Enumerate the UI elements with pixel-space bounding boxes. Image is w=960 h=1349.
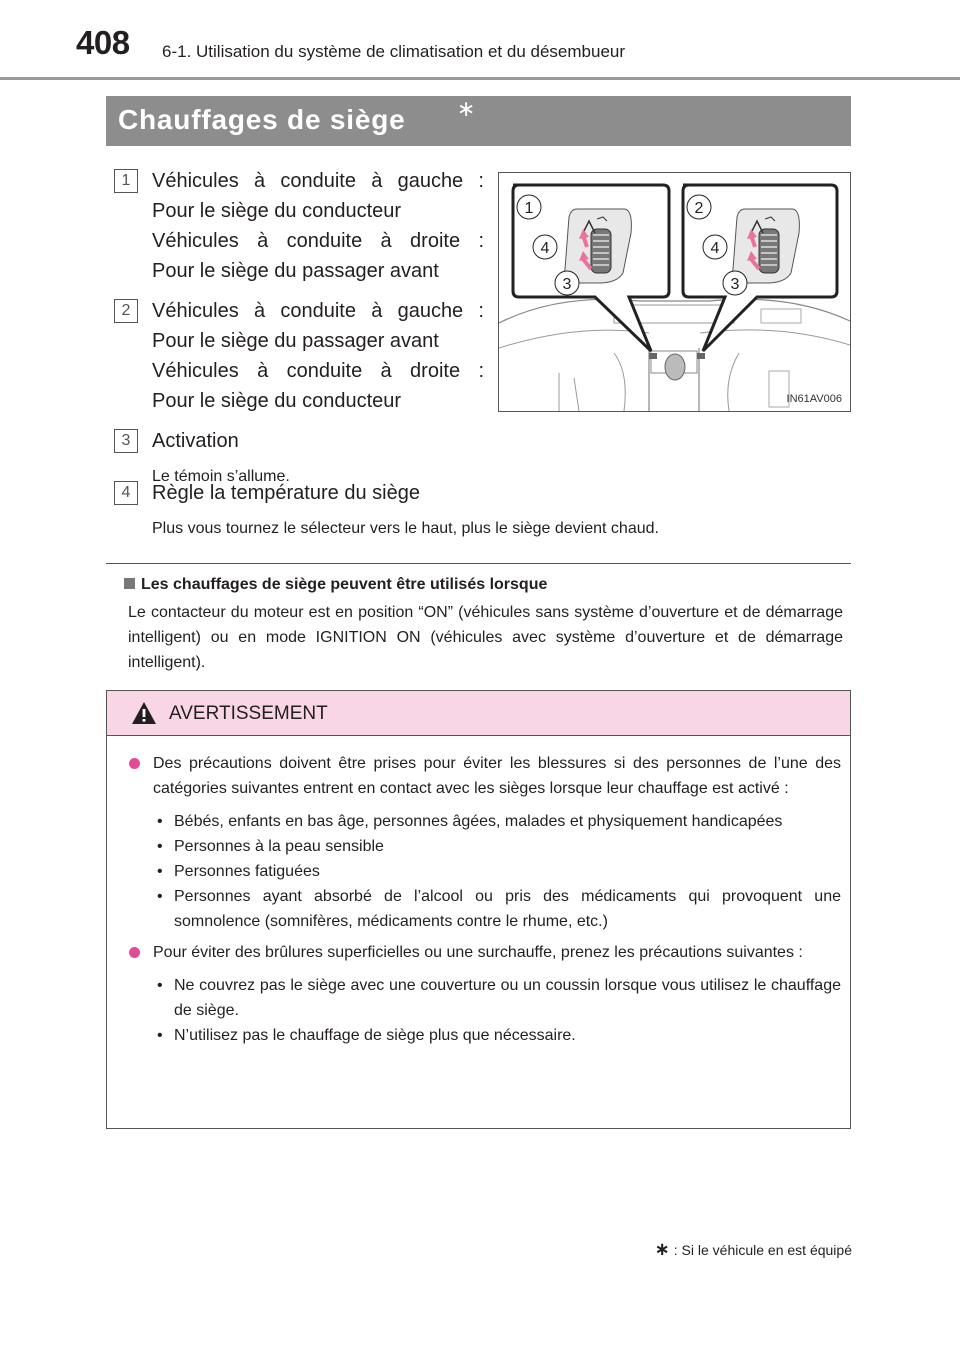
item-text: Véhicules à conduite à droite : — [152, 230, 484, 252]
warning-text: Pour éviter des brûlures superficielles ou une surchauffe, prenez les précautions suivantes : — [153, 944, 803, 961]
list-item — [114, 166, 484, 286]
seat-heater-switch-left — [565, 209, 632, 283]
item-text: Activation — [152, 430, 239, 452]
callout-label: 4 — [540, 240, 550, 257]
footnote — [655, 1239, 852, 1260]
page-header — [0, 0, 960, 80]
item-text: Véhicules à conduite à droite : — [152, 360, 484, 382]
warning-content — [129, 751, 841, 1054]
asterisk-icon: ∗ — [457, 96, 476, 121]
list-item — [114, 296, 484, 416]
header-rule — [0, 77, 960, 80]
footnote-text: : Si le véhicule en est équipé — [673, 1242, 852, 1258]
warning-bullet-list — [153, 973, 841, 1048]
item-text: Pour le siège du conducteur — [152, 390, 402, 412]
note-title: Les chauffages de siège peuvent être utilisés lorsque — [141, 576, 548, 593]
item-text: Règle la température du siège — [152, 482, 420, 504]
seat-heater-illustration — [498, 172, 851, 412]
warning-paragraph — [129, 751, 841, 801]
item-text: Véhicules à conduite à gauche : — [152, 300, 484, 322]
figure-code: IN61AV006 — [786, 393, 842, 405]
section-title: Chauffages de siège — [118, 104, 406, 135]
item-text: Pour le siège du passager avant — [152, 260, 439, 282]
note-body: Le contacteur du moteur est en position “ON” (véhicules sans système d’ouverture et de démarrage intelligent) ou en mode IGNITION ON (véhicules avec système d’ouverture et de démarrage intelligent). — [128, 604, 843, 671]
dashboard-illustration — [499, 173, 850, 411]
list-item: • Personnes fatiguées — [153, 859, 841, 884]
warning-triangle-icon — [131, 701, 157, 725]
warning-bullet-list — [153, 809, 841, 934]
warning-box — [106, 690, 851, 1129]
section-divider — [106, 563, 851, 564]
pink-dot-icon — [129, 947, 140, 958]
list-item: • Personnes ayant absorbé de l’alcool ou pris des médicaments qui provoquent une somnolence (somnifères, médicaments contre le rhume, etc.) — [153, 884, 841, 934]
list-item-body — [114, 478, 834, 540]
list-item: • Bébés, enfants en bas âge, personnes âgées, malades et physiquement handicapées — [153, 809, 841, 834]
warning-title: AVERTISSEMENT — [169, 703, 328, 724]
page-number: 408 — [76, 24, 130, 61]
list-item — [114, 478, 834, 550]
list-item: • N’utilisez pas le chauffage de siège plus que nécessaire. — [153, 1023, 841, 1048]
item-number-badge: 4 — [114, 481, 138, 505]
item-subtext: Le témoin s’allume. — [152, 468, 290, 485]
warning-text: Des précautions doivent être prises pour éviter les blessures si des personnes de l’une des catégories suivantes entrent en contact avec les sièges lorsque leur chauffage est activé : — [153, 755, 841, 797]
asterisk-icon: ∗ — [654, 1239, 670, 1259]
seat-heater-switch-right — [733, 209, 800, 283]
callout-label: 3 — [730, 276, 740, 293]
callout-label: 1 — [524, 200, 534, 217]
callout-label: 4 — [710, 240, 720, 257]
callout-label: 3 — [562, 276, 572, 293]
item-number-badge: 1 — [114, 169, 138, 193]
square-bullet-icon — [124, 578, 135, 589]
item-text: Pour le siège du conducteur — [152, 200, 402, 222]
chapter-title: 6-1. Utilisation du système de climatisation et du désembueur — [162, 42, 626, 61]
pink-dot-icon — [129, 758, 140, 769]
item-subtext: Plus vous tournez le sélecteur vers le haut, plus le siège devient chaud. — [152, 520, 659, 537]
item-number-badge: 3 — [114, 429, 138, 453]
callout-label: 2 — [694, 200, 704, 217]
item-list — [114, 166, 484, 498]
warning-paragraph — [129, 940, 841, 965]
list-item: • Ne couvrez pas le siège avec une couverture ou un coussin lorsque vous utilisez le chauffage de siège. — [153, 973, 841, 1023]
item-number-badge: 2 — [114, 299, 138, 323]
item-text: Pour le siège du passager avant — [152, 330, 439, 352]
list-item: • Personnes à la peau sensible — [153, 834, 841, 859]
note-heading — [124, 576, 547, 594]
section-title-bar — [106, 96, 851, 146]
warning-header — [107, 691, 850, 736]
item-text: Véhicules à conduite à gauche : — [152, 170, 484, 192]
